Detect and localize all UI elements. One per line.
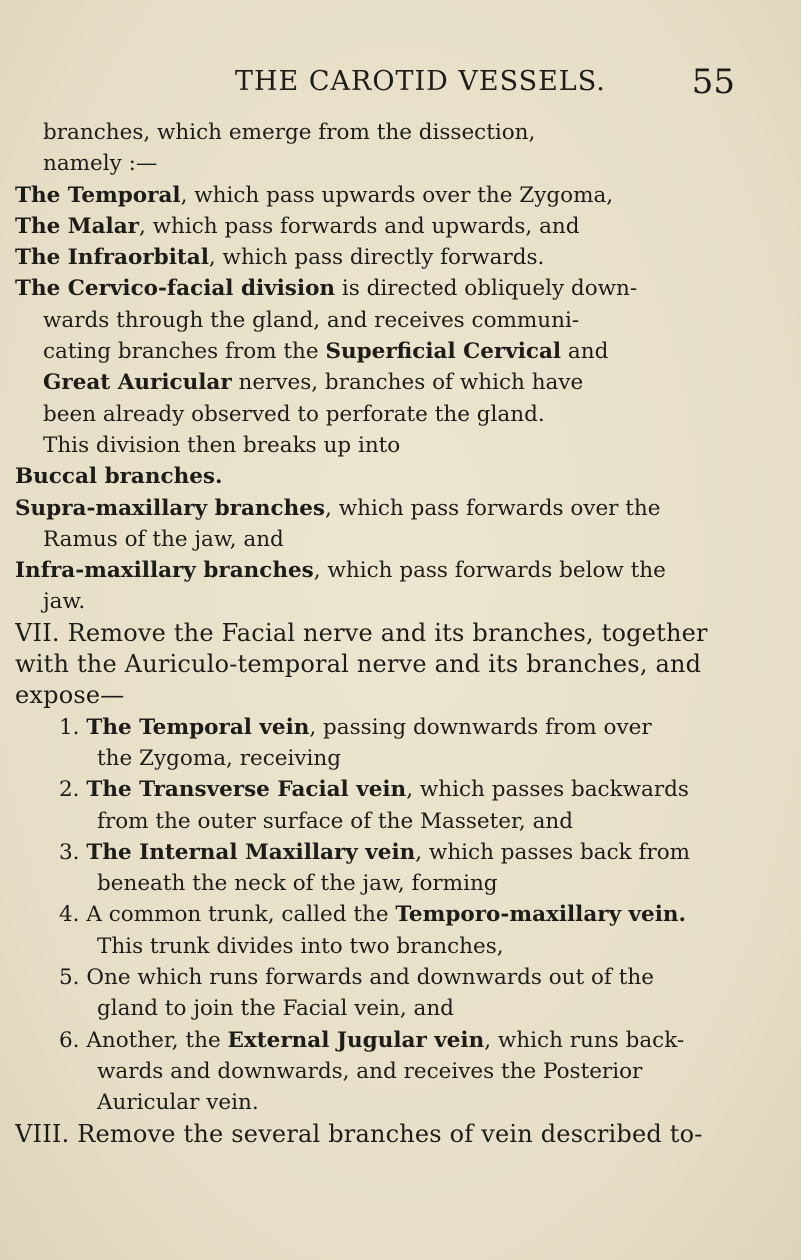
text-line: branches, which emerge from the dissection,	[43, 120, 536, 145]
text-line: gland to join the Facial vein, and	[97, 996, 454, 1022]
text-line: Infra-maxillary branches, which pass forwards below the	[15, 558, 666, 584]
text-line: jaw.	[43, 589, 86, 615]
text-line: namely :—	[43, 151, 158, 177]
text-line: beneath the neck of the jaw, forming	[97, 871, 498, 897]
text-line: Buccal branches.	[15, 464, 223, 490]
running-head: THE CAROTID VESSELS.	[235, 66, 606, 97]
text-line: from the outer surface of the Masseter, and	[97, 808, 574, 834]
text-line: This trunk divides into two branches,	[97, 933, 504, 959]
list-item: 4. A common trunk, called the Temporo-maxillary vein.	[59, 902, 687, 928]
text-line: Great Auricular nerves, branches of which have	[43, 370, 584, 396]
text-line: been already observed to perforate the gland.	[43, 401, 545, 427]
text-line: expose—	[15, 681, 125, 710]
list-item: 5. One which runs forwards and downwards out of the	[59, 965, 654, 991]
section-heading-viii: VIII. Remove the several branches of vein described to-	[15, 1119, 703, 1148]
text-line: The Temporal, which pass upwards over the Zygoma,	[15, 182, 614, 208]
text-line: The Cervico-facial division is directed obliquely down-	[15, 276, 638, 302]
page-number: 55	[691, 62, 735, 102]
text-line: This division then breaks up into	[43, 432, 401, 458]
text-line: with the Auriculo-temporal nerve and its branches, and	[15, 650, 702, 679]
list-item: 2. The Transverse Facial vein, which passes backwards	[59, 777, 689, 803]
text-line: the Zygoma, receiving	[97, 745, 341, 771]
list-item: 6. Another, the External Jugular vein, which runs back-	[59, 1027, 685, 1053]
text-line: wards and downwards, and receives the Posterior	[97, 1058, 643, 1084]
text-line: The Malar, which pass forwards and upwards, and	[15, 213, 580, 239]
text-line: cating branches from the Superficial Cervical and	[43, 339, 609, 365]
section-heading-vii: VII. Remove the Facial nerve and its branches, together	[15, 618, 708, 647]
page-header	[235, 62, 735, 106]
text-line: wards through the gland, and receives communi-	[43, 307, 580, 333]
text-line: Supra-maxillary branches, which pass forwards over the	[15, 495, 661, 521]
text-line: Auricular vein.	[97, 1090, 259, 1116]
text-line: The Infraorbital, which pass directly forwards.	[15, 245, 545, 271]
list-item: 3. The Internal Maxillary vein, which passes back from	[59, 839, 691, 865]
list-item: 1. The Temporal vein, passing downwards from over	[59, 714, 652, 740]
text-line: Ramus of the jaw, and	[43, 526, 284, 552]
body-text	[15, 117, 790, 1150]
